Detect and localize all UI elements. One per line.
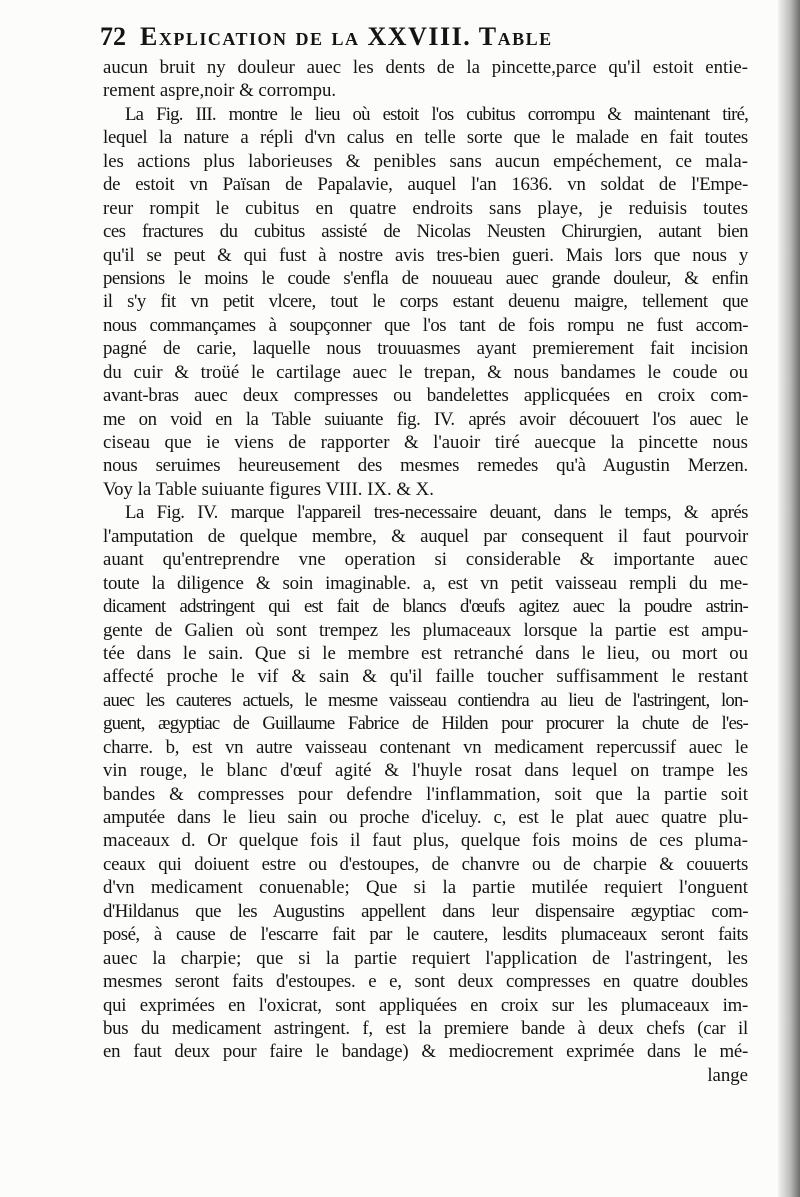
text-line: affecté proche le vif & sain & qu'il faille toucher suffisamment le restant bbox=[103, 666, 748, 688]
text-line: d'vn medicament conuenable; Que si la partie mutilée requiert l'onguent bbox=[103, 877, 748, 899]
text-line: les actions plus laborieuses & penibles sans aucun empéchement, ce mala- bbox=[103, 150, 748, 172]
body-text bbox=[103, 56, 748, 1087]
text-line: l'amputation de quelque membre, & auquel par consequent il faut pourvoir bbox=[103, 525, 748, 547]
text-line: ciseau que ie viens de rapporter & l'auoir tiré auecque la pincette nous bbox=[103, 432, 748, 453]
text-line: charre. b, est vn autre vaisseau contenant vn medicament repercussif auec le bbox=[103, 736, 748, 758]
text-line: nous commançames à soupçonner que l'os tant de fois rompu ne fust accom- bbox=[103, 314, 748, 336]
text-line: rement aspre,noir & corrompu. bbox=[103, 80, 337, 102]
text-line: d'Hildanus que les Augustins appellent dans leur dispensaire ægyptiac com- bbox=[103, 900, 748, 922]
text-line: posé, à cause de l'escarre fait par le cautere, lesdits plumaceaux seront faits bbox=[103, 924, 748, 946]
text-line: de estoit vn Païsan de Papalavie, auquel l'an 1636. vn soldat de l'Empe- bbox=[103, 174, 748, 196]
text-line: aucun bruit ny douleur auec les dents de la pincette,parce qu'il estoit entie- bbox=[103, 57, 748, 78]
text-line: auec les cauteres actuels, le mesme vaisseau contiendra au lieu de l'astringent, lon- bbox=[103, 689, 748, 711]
text-line: auec la charpie; que si la partie requiert l'application de l'astringent, les bbox=[103, 947, 748, 969]
page-gutter-shadow bbox=[778, 0, 800, 1197]
text-line: qui exprimées en l'oxicrat, sont appliquées en croix sur les plumaceaux im- bbox=[103, 994, 748, 1016]
text-line: toute la diligence & soin imaginable. a, est vn petit vaisseau rempli du me- bbox=[103, 572, 748, 594]
text-line: amputée dans le lieu sain ou proche d'iceluy. c, est le plat auec quatre plu- bbox=[103, 807, 748, 828]
page-number: 72 bbox=[100, 22, 126, 51]
text-line: lequel la nature a répli d'vn calus en telle sorte que le malade en fait toutes bbox=[103, 127, 748, 149]
text-line: reur rompit le cubitus en quatre endroits sans playe, je reduisis toutes bbox=[103, 197, 748, 219]
text-line: il s'y fit vn petit vlcere, tout le corps estant deuenu maigre, tellement que bbox=[103, 291, 748, 313]
text-line: qu'il se peut & qui fust à nostre avis tres-bien gueri. Mais lors que nous y bbox=[103, 244, 748, 266]
text-line: gente de Galien où sont trempez les plumaceaux lorsque la partie est ampu- bbox=[103, 619, 748, 641]
text-line: tée dans le sain. Que si le membre est retranché dans le lieu, ou mort ou bbox=[103, 642, 748, 664]
text-line: vin rouge, le blanc d'œuf agité & l'huyle rosat dans lequel on trampe les bbox=[103, 760, 748, 782]
text-line: mesmes seront faits d'estoupes. e e, sont deux compresses en quatre doubles bbox=[103, 971, 748, 993]
text-line: pensions le moins le coude s'enfla de nouueau auec grande douleur, & enfin bbox=[103, 267, 748, 289]
text-line: maceaux d. Or quelque fois il faut plus, quelque fois moins de ces pluma- bbox=[103, 830, 748, 852]
catchword: lange bbox=[707, 1064, 748, 1086]
text-line: guent, ægyptiac de Guillaume Fabrice de Hilden pour procurer la chute de l'es- bbox=[103, 713, 748, 735]
text-line: avant-bras auec deux compresses ou bandelettes applicquées en croix com- bbox=[103, 385, 748, 407]
text-line: Voy la Table suiuante figures VIII. IX. & X. bbox=[103, 478, 434, 500]
text-line: pagné de carie, laquelle nous trouuasmes ayant premierement fait incision bbox=[103, 338, 748, 360]
text-line: dicament adstringent qui est fait de blancs d'œufs agitez auec la poudre astrin- bbox=[103, 596, 748, 618]
text-line: auant qu'entreprendre vne operation si considerable & importante auec bbox=[103, 549, 748, 571]
text-line: La Fig. IV. marque l'appareil tres-necessaire deuant, dans le temps, & aprés bbox=[125, 502, 748, 524]
text-line: me on void en la Table suiuante fig. IV. aprés avoir découuert l'os auec le bbox=[103, 408, 748, 430]
text-line: bus du medicament astringent. f, est la premiere bande à deux chefs (car il bbox=[103, 1017, 748, 1039]
text-line: ceaux qui doiuent estre ou d'estoupes, de chanvre ou de charpie & couuerts bbox=[103, 853, 748, 875]
text-line: du cuir & troüé le cartilage auec le trepan, & nous bandames le coude ou bbox=[103, 361, 748, 383]
text-line: nous seruimes heureusement des mesmes remedes qu'à Augustin Merzen. bbox=[103, 455, 748, 477]
text-line: bandes & compresses pour defendre l'inflammation, soit que la partie soit bbox=[103, 783, 748, 805]
text-line: ces fractures du cubitus assisté de Nicolas Neusten Chirurgien, autant bien bbox=[103, 221, 748, 243]
running-title: Explication de la XXVIII. Table bbox=[140, 22, 553, 51]
page-header bbox=[100, 20, 748, 54]
text-line: La Fig. III. montre le lieu où estoit l'os cubitus corrompu & maintenant tiré, bbox=[125, 103, 748, 125]
text-line: en faut deux pour faire le bandage) & mediocrement exprimée dans le mé- bbox=[103, 1041, 748, 1063]
